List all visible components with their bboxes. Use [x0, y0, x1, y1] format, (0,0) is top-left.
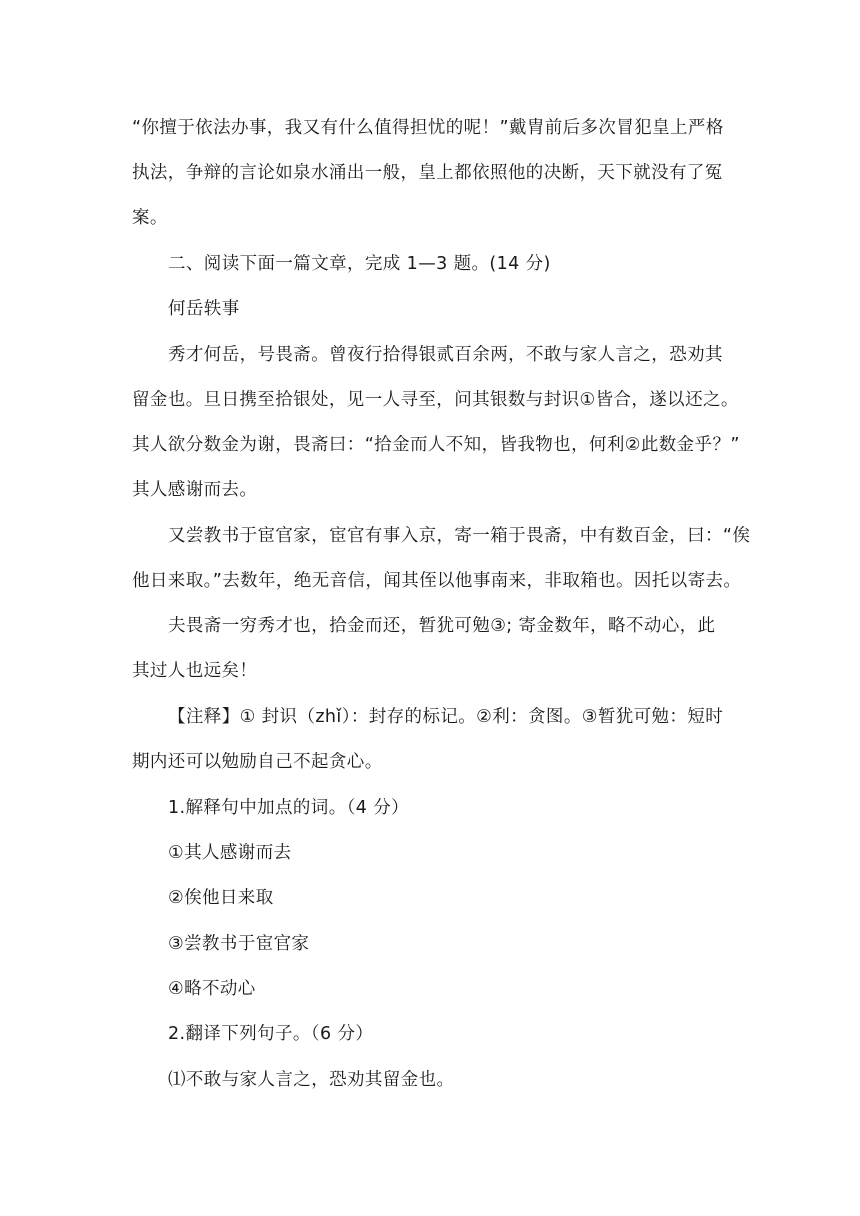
text-line: 又尝教书于宦官家，宦官有事入京，寄一箱于畏斋，中有数百金，曰：“俟 — [168, 526, 751, 546]
question-item: ③尝教书于宦官家 — [168, 934, 310, 954]
text-line: 夫畏斋一穷秀才也，拾金而还，暂犹可勉③; 寄金数年，略不动心，此 — [168, 616, 716, 636]
text-line: 他日来取。”去数年，绝无音信，闻其侄以他事南来，非取箱也。因托以寄去。 — [132, 571, 742, 591]
question-2: 2.翻译下列句子。（6 分） — [168, 1024, 374, 1044]
question-1: 1.解释句中加点的词。（4 分） — [168, 798, 410, 818]
section-heading: 二、阅读下面一篇文章，完成 1—3 题。(14 分) — [168, 254, 551, 274]
annotation-line: 【注释】① 封识（zhǐ）：封存的标记。②利：贪图。③暂犹可勉：短时 — [168, 707, 724, 727]
text-line: 执法，争辩的言论如泉水涌出一般，皇上都依照他的决断，天下就没有了冤 — [132, 163, 723, 183]
article-title: 何岳轶事 — [168, 299, 240, 319]
question-item: ④略不动心 — [168, 979, 256, 999]
question-item: ①其人感谢而去 — [168, 843, 292, 863]
question-item: ②俟他日来取 — [168, 888, 274, 908]
question-item: ⑴不敢与家人言之，恐劝其留金也。 — [168, 1070, 455, 1090]
text-line: 其过人也远矣！ — [132, 661, 258, 681]
text-line: 留金也。旦日携至拾银处，见一人寻至，问其银数与封识①皆合，遂以还之。 — [132, 390, 739, 410]
text-line: “你擅于依法办事，我又有什么值得担忧的呢！”戴胄前后多次冒犯皇上严格 — [132, 118, 724, 138]
text-line: 案。 — [132, 208, 168, 228]
annotation-line: 期内还可以勉励自己不起贪心。 — [132, 752, 383, 772]
text-line: 其人感谢而去。 — [132, 480, 258, 500]
text-line: 秀才何岳，号畏斋。曾夜行拾得银贰百余两，不敢与家人言之，恐劝其 — [168, 345, 723, 365]
text-line: 其人欲分数金为谢，畏斋曰：“拾金而人不知，皆我物也，何利②此数金乎？” — [132, 435, 740, 455]
